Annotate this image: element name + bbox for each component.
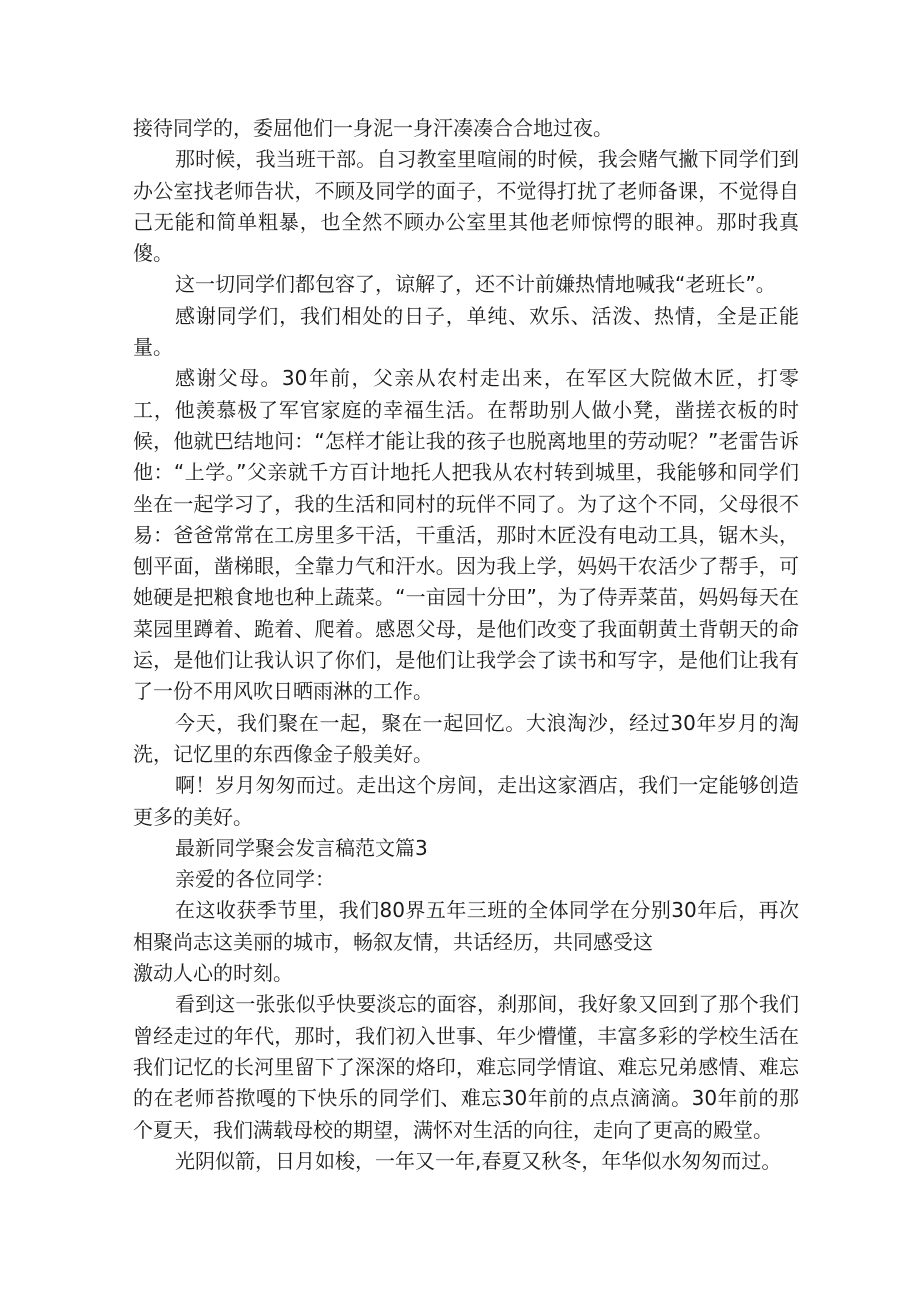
paragraph-thanks-parents: 感谢父母。30年前，父亲从农村走出来，在军区大院做木匠，打零工，他羡慕极了军官家庭的幸福生活。在帮助别人做小凳，凿搓衣板的时候，他就巴结地问：“怎样才能让我的孩子也脱离地里的劳动呢？”老雷告诉他：“上学。”父亲就千方百计地托人把我从农村转到城里，我能够和同学们坐在一起学习了，我的生活和同村的玩伴不同了。为了这个不同，父母很不易：爸爸常常在工房里多干活，干重活，那时木匠没有电动工具，锯木头，刨平面，凿梯眼，全靠力气和汗水。因为我上学，妈妈干农活少了帮手，可她硬是把粮食地也种上蔬菜。“一亩园十分田”，为了侍弄菜苗，妈妈每天在菜园里蹲着、跪着、爬着。感恩父母，是他们改变了我面朝黄土背朝天的命运，是他们让我认识了你们，是他们让我学会了读书和写字，是他们让我有了一份不用风吹日晒雨淋的工作。 (133, 366, 799, 704)
paragraph-harvest-season: 在这收获季节里，我们80界五年三班的全体同学在分别30年后，再次相聚尚志这美丽的城市，畅叙友情，共话经历，共同感受这 (133, 898, 799, 954)
paragraph-forgiveness: 这一切同学们都包容了，谅解了，还不计前嫌热情地喊我“老班长”。 (175, 272, 776, 297)
paragraph-today: 今天，我们聚在一起，聚在一起回忆。大浪淘沙，经过30年岁月的淘洗，记忆里的东西像金子般美好。 (133, 710, 799, 766)
paragraph-years-passed: 啊！岁月匆匆而过。走出这个房间，走出这家酒店，我们一定能够创造更多的美好。 (133, 773, 799, 829)
paragraph-thanks-classmates: 感谢同学们，我们相处的日子，单纯、欢乐、活泼、热情，全是正能量。 (133, 303, 799, 360)
paragraph-continued: 接待同学的，委屈他们一身泥一身汗凑凑合合地过夜。 (133, 116, 613, 140)
section-heading: 最新同学聚会发言稿范文篇3 (175, 835, 428, 860)
paragraph-memories: 看到这一张张似乎快要淡忘的面容，刹那间，我好象又回到了那个我们曾经走过的年代，那时，我们初入世事、年少懵懂，丰富多彩的学校生活在我们记忆的长河里留下了深深的烙印，难忘同学情谊、难忘兄弟感情、难忘的在老师苔揿嘎的下快乐的同学们、难忘30年前的点点滴滴。30年前的那个夏天，我们满载母校的期望，满怀对生活的向往，走向了更高的殿堂。 (133, 992, 799, 1142)
document-body (133, 113, 799, 1177)
paragraph-moving-moment: 激动人心的时刻。 (133, 961, 293, 986)
paragraph-class-monitor: 那时候，我当班干部。自习教室里喧闹的时候，我会赌气撇下同学们到办公室找老师告状，不顾及同学的面子，不觉得打扰了老师备课，不觉得自己无能和简单粗暴，也全然不顾办公室里其他老师惊愕的眼神。那时我真傻。 (133, 147, 799, 266)
paragraph-time-flies: 光阴似箭，日月如梭，一年又一年,春夏又秋冬，年华似水匆匆而过。 (175, 1148, 782, 1173)
salutation: 亲爱的各位同学： (175, 867, 335, 892)
